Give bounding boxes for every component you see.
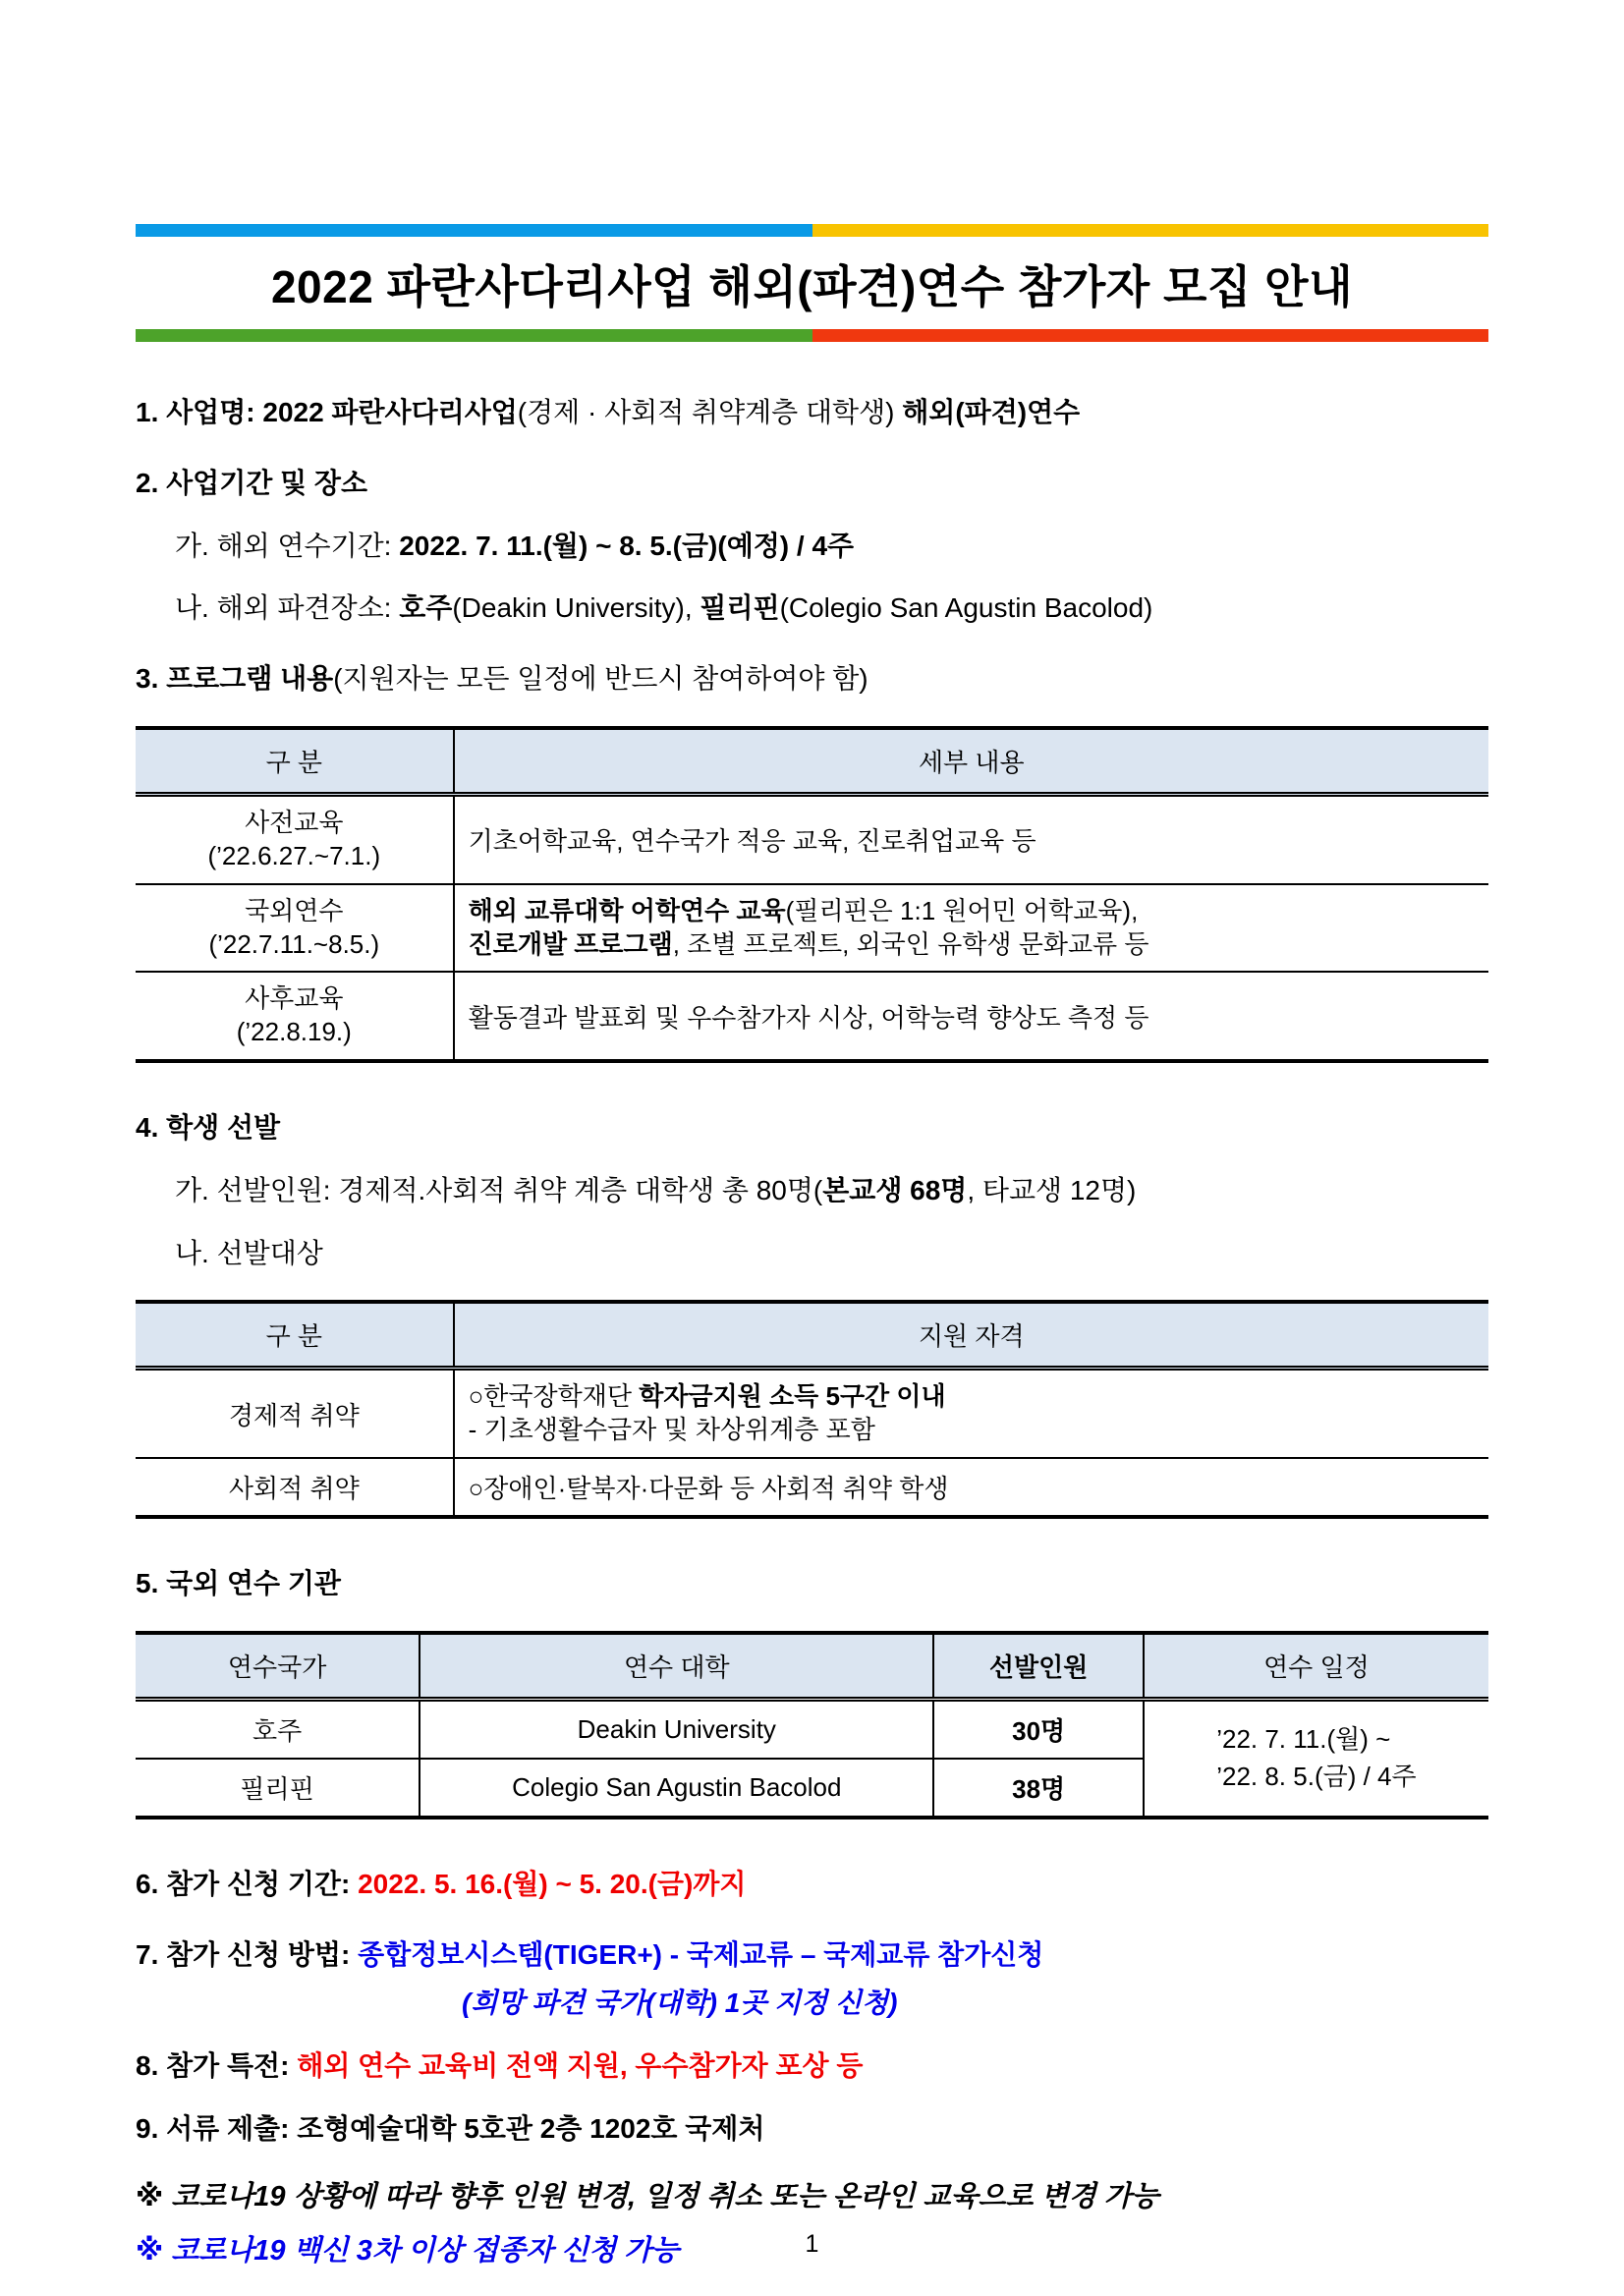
schedule-text <box>1216 1721 1416 1795</box>
program-table <box>136 726 1488 1063</box>
training-period-label: 가. 해외 연수기간: <box>175 530 400 561</box>
eligibility-table-header-row <box>136 1302 1488 1369</box>
institution-table <box>136 1631 1488 1820</box>
dispatch-location-label: 나. 해외 파견장소: <box>175 592 400 624</box>
australia-country-cell: 호주 <box>252 1715 303 1746</box>
page-number: 1 <box>805 2230 819 2258</box>
social-qualification-text: ○장애인·탈북자·다문화 등 사회적 취약 학생 <box>454 1458 1488 1517</box>
section-3-heading <box>136 661 1488 697</box>
career-program-bold: 진로개발 프로그램 <box>468 928 673 959</box>
section-1-label: 1. 사업명: <box>136 397 263 427</box>
university-australia: (Deakin University), <box>452 592 700 624</box>
section-7-heading <box>136 1937 1488 1973</box>
schedule-line1: ’22. 7. 11.(월) ~ <box>1216 1724 1391 1755</box>
university-philippines: (Colegio San Agustin Bacolod) <box>779 592 1153 624</box>
overseas-training-category-cell <box>136 884 454 973</box>
section-1-training-type: 해외(파견)연수 <box>902 397 1081 427</box>
section-2-item-a <box>136 529 1488 564</box>
philippines-university-cell: Colegio San Agustin Bacolod <box>420 1759 933 1818</box>
benefits-value: 해외 연수 교육비 전액 지원, 우수참가자 포상 등 <box>297 2050 864 2082</box>
application-method-label: 7. 참가 신청 방법: <box>136 1938 359 1970</box>
program-col-detail-header: 세부 내용 <box>454 728 1488 795</box>
economic-qualification-line2: - 기초생활수급자 및 차상위계층 포함 <box>468 1415 875 1445</box>
institution-col-count-header: 선발인원 <box>933 1633 1143 1700</box>
post-education-label: 사후교육 <box>245 983 344 1014</box>
selection-count-suffix: , 타교생 12명) <box>967 1174 1137 1205</box>
covid-change-note: ※ 코로나19 상황에 따라 향후 인원 변경, 일정 취소 또는 온라인 교육으로 변경 가능 <box>136 2180 1159 2212</box>
pre-education-detail: 기초어학교육, 연수국가 적응 교육, 진로취업교육 등 <box>454 795 1488 884</box>
section-4-item-a <box>136 1173 1488 1208</box>
section-7-subnote <box>136 1986 1488 2021</box>
selection-count-home-students: 본교생 68명 <box>822 1174 968 1205</box>
application-period-value: 2022. 5. 16.(월) ~ 5. 20.(금)까지 <box>358 1868 747 1899</box>
application-method-subnote: (희망 파견 국가(대학) 1곳 지정 신청) <box>462 1988 898 2019</box>
eligibility-col-category-header: 구 분 <box>136 1302 454 1369</box>
table-row-pre-education <box>136 795 1488 884</box>
post-education-detail: 활동결과 발표회 및 우수참가자 시상, 어학능력 향상도 측정 등 <box>454 972 1488 1061</box>
economic-category-label: 경제적 취약 <box>228 1400 360 1430</box>
institution-col-university-header: 연수 대학 <box>420 1633 933 1700</box>
institution-table-header-row <box>136 1633 1488 1700</box>
pre-education-category-cell <box>136 795 454 884</box>
vaccine-requirement-note: ※ 코로나19 백신 3차 이상 접종자 신청 가능 <box>136 2234 680 2267</box>
section-2-item-b <box>136 590 1488 626</box>
country-philippines: 필리핀 <box>700 592 780 624</box>
eligibility-table <box>136 1300 1488 1519</box>
overseas-training-detail-line1 <box>469 895 1475 928</box>
application-method-value: 종합정보시스템(TIGER+) - 국제교류 – 국제교류 참가신청 <box>358 1938 1044 1970</box>
table-row-social <box>136 1458 1488 1517</box>
section-3-label: 3. 프로그램 내용 <box>136 663 334 695</box>
income-bracket-bold: 학자금지원 소득 5구간 이내 <box>639 1381 946 1412</box>
selection-count-prefix: 가. 선발인원: 경제적.사회적 취약 계층 대학생 총 80명( <box>175 1174 823 1205</box>
overseas-training-detail-line2 <box>469 928 1475 962</box>
section-8-heading <box>136 2048 1488 2084</box>
overseas-training-detail <box>454 884 1488 973</box>
pre-education-label: 사전교육 <box>245 808 344 838</box>
page-title: 2022 파란사다리사업 해외(파견)연수 참가자 모집 안내 <box>270 261 1354 312</box>
table-row-post-education <box>136 972 1488 1061</box>
language-training-note: (필리핀은 1:1 원어민 어학교육), <box>785 895 1139 925</box>
schedule-cell <box>1144 1699 1488 1818</box>
title-top-bar <box>136 224 1488 237</box>
institution-col-schedule-header: 연수 일정 <box>1144 1633 1488 1700</box>
australia-university-cell: Deakin University <box>420 1699 933 1759</box>
eligibility-col-qualification-header: 지원 자격 <box>454 1302 1488 1369</box>
economic-qualification-cell <box>454 1369 1488 1458</box>
table-row-overseas-training <box>136 884 1488 973</box>
section-1-program-name: 2022 파란사다리사업 <box>262 397 518 427</box>
section-6-heading <box>136 1867 1488 1902</box>
economic-qualification-line1 <box>469 1380 1475 1414</box>
philippines-count-cell: 38명 <box>933 1759 1143 1818</box>
language-training-bold: 해외 교류대학 어학연수 교육 <box>468 895 786 925</box>
career-program-note: , 조별 프로젝트, 외국인 유학생 문화교류 등 <box>672 928 1149 959</box>
section-2-heading: 2. 사업기간 및 장소 <box>136 467 368 498</box>
post-education-period: (’22.8.19.) <box>236 1017 352 1047</box>
country-australia: 호주 <box>399 592 453 624</box>
application-period-label: 6. 참가 신청 기간: <box>136 1868 359 1899</box>
top-bar-blue-segment <box>136 224 812 237</box>
document-content <box>136 224 1488 2268</box>
kosaf-label: ○한국장학재단 <box>468 1381 640 1412</box>
section-9-heading: 9. 서류 제출: 조형예술대학 5호관 2층 1202호 국제처 <box>136 2113 765 2145</box>
top-bar-yellow-segment <box>812 224 1489 237</box>
institution-col-country-header: 연수국가 <box>136 1633 420 1700</box>
overseas-training-label: 국외연수 <box>245 895 344 925</box>
section-1-heading <box>136 395 1488 430</box>
overseas-training-period: (’22.7.11.~8.5.) <box>208 928 380 959</box>
australia-count-cell: 30명 <box>933 1699 1143 1759</box>
title-bottom-bar <box>136 329 1488 342</box>
schedule-line2: ’22. 8. 5.(금) / 4주 <box>1216 1761 1417 1791</box>
section-4-heading: 4. 학생 선발 <box>136 1111 281 1143</box>
section-3-note: (지원자는 모든 일정에 반드시 참여하여야 함) <box>333 663 868 695</box>
training-period-value: 2022. 7. 11.(월) ~ 8. 5.(금)(예정) / 4주 <box>399 530 855 561</box>
section-1-target-note: (경제 · 사회적 취약계층 대학생) <box>517 397 903 427</box>
social-category-label: 사회적 취약 <box>136 1458 454 1517</box>
section-5-heading: 5. 국외 연수 기관 <box>136 1568 341 1598</box>
pre-education-period: (’22.6.27.~7.1.) <box>207 840 381 870</box>
table-row-economic <box>136 1369 1488 1458</box>
program-table-header-row <box>136 728 1488 795</box>
post-education-category-cell <box>136 972 454 1061</box>
table-row-australia <box>136 1699 1488 1759</box>
bottom-bar-green-segment <box>136 329 812 342</box>
philippines-country-cell: 필리핀 <box>136 1759 420 1818</box>
program-col-category-header: 구 분 <box>136 728 454 795</box>
benefits-label: 8. 참가 특전: <box>136 2050 298 2082</box>
bottom-bar-red-segment <box>812 329 1489 342</box>
section-4-item-b: 나. 선발대상 <box>175 1237 323 1268</box>
